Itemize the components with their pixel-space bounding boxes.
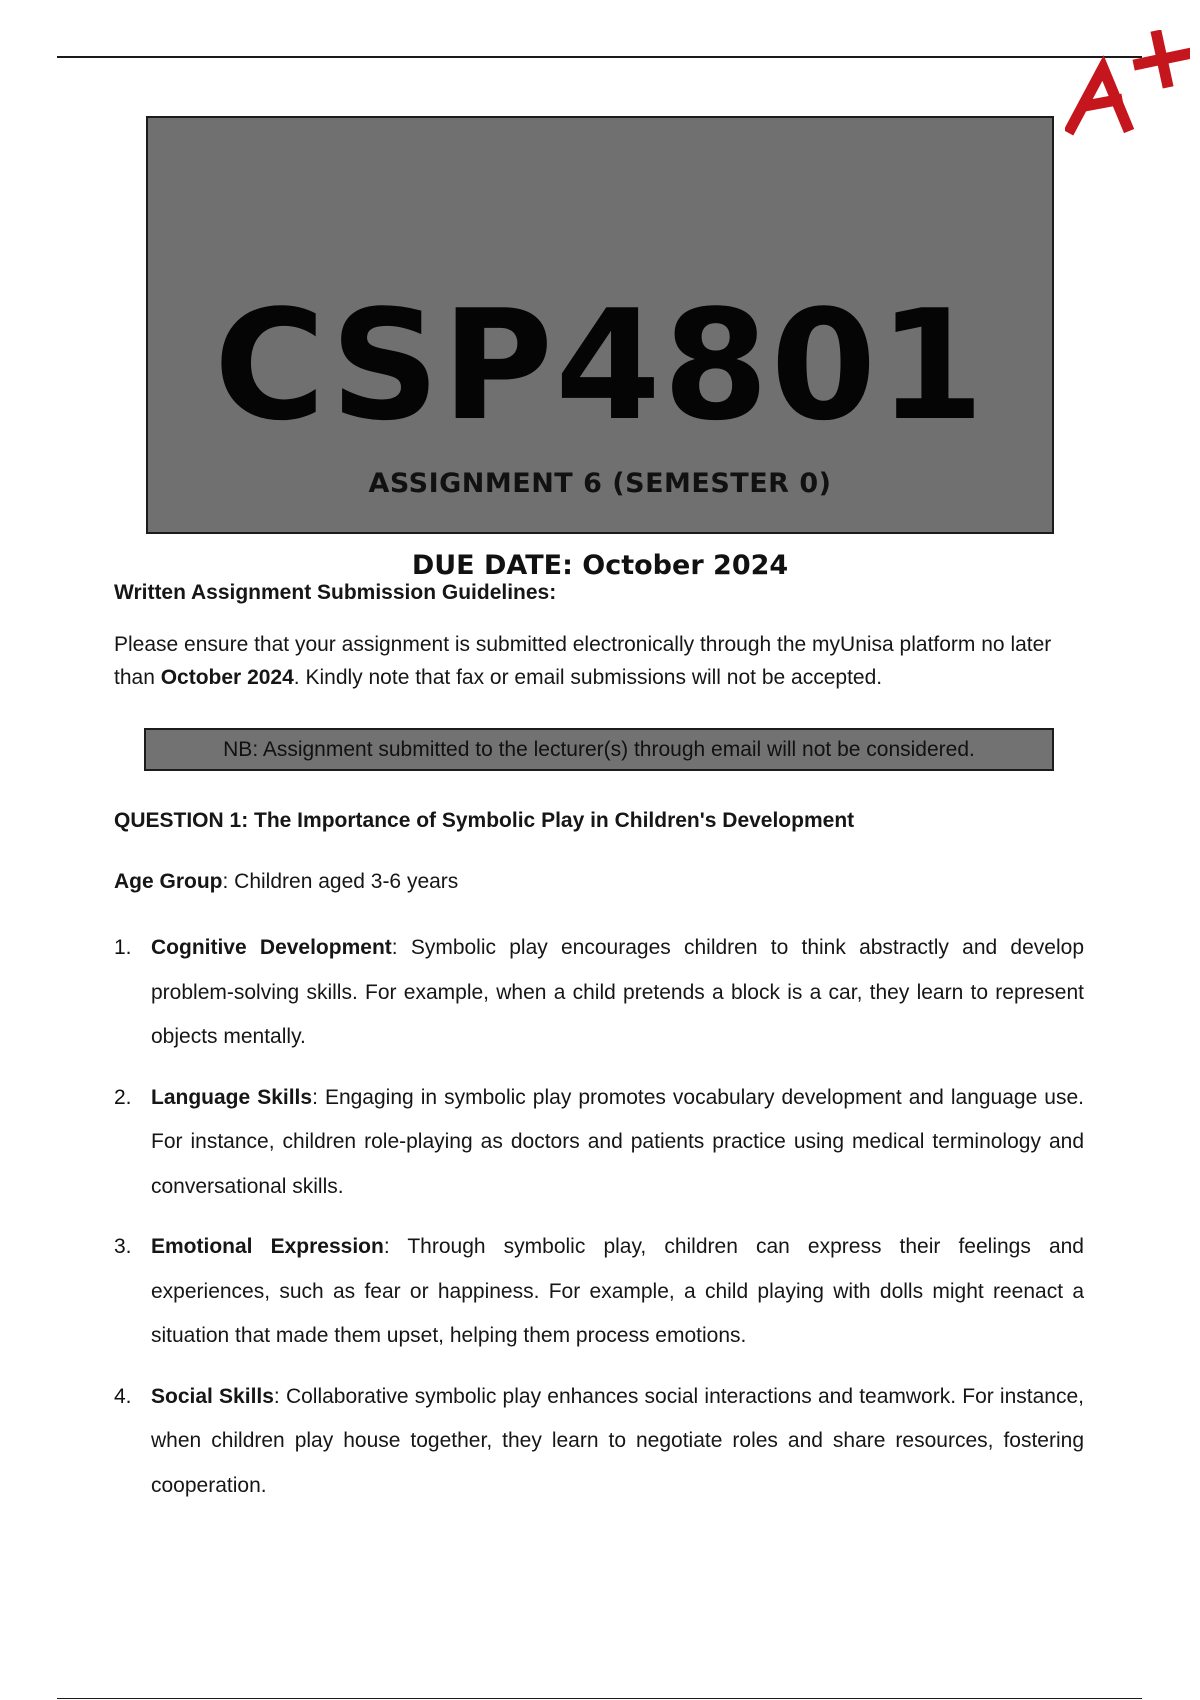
course-code: CSP4801 [213,277,987,454]
grade-stamp-icon [1065,30,1190,140]
email-notice: NB: Assignment submitted to the lecturer(s) through email will not be considered. [144,728,1054,771]
list-item-text [151,1225,1084,1359]
list-item-label: Emotional Expression [151,1235,384,1258]
guidelines-heading: Written Assignment Submission Guidelines: [114,581,557,604]
top-rule [57,56,1142,58]
list-item [114,1076,1084,1210]
cover-banner [146,116,1054,581]
list-item [114,926,1084,1060]
list-item-number: 2. [114,1085,132,1109]
list-item-text [151,1076,1084,1210]
list-item-label: Cognitive Development [151,936,392,959]
assignment-title: ASSIGNMENT 6 (SEMESTER 0) [368,468,832,499]
list-item-number: 1. [114,936,132,959]
guidelines-deadline: October 2024 [160,666,294,689]
list-item-label: Language Skills [151,1085,313,1109]
guidelines-text-1: Please ensure that your assignment is submitted electronically through the myUnisa platform no later than [114,633,1052,689]
age-group-label: Age Group [114,870,223,893]
list-item-text [151,1375,1084,1509]
list-item [114,1375,1084,1509]
list-item-body: : Through symbolic play, children can express their feelings and experiences, such as fear or happiness. For example, a child playing with dolls might reenact a situation that made them upset, helping them process emotions. [151,1235,1084,1347]
question-heading: QUESTION 1: The Importance of Symbolic Play in Children's Development [114,809,855,832]
due-date: DUE DATE: October 2024 [411,550,789,581]
list-item-text [151,926,1084,1060]
guidelines-paragraph [114,628,1084,694]
development-points-list [114,926,1084,1524]
age-group [114,870,1084,894]
age-group-value: : Children aged 3-6 years [222,870,459,893]
bottom-rule [57,1698,1142,1699]
list-item-number: 3. [114,1235,132,1258]
guidelines-text-2: . Kindly note that fax or email submissions will not be accepted. [293,666,883,689]
list-item-number: 4. [114,1384,132,1408]
list-item-body: : Collaborative symbolic play enhances social interactions and teamwork. For instance, when children play house together, they learn to negotiate roles and share resources, fostering cooperation. [151,1384,1084,1497]
list-item-body: : Engaging in symbolic play promotes vocabulary development and language use. For instance, children role-playing as doctors and patients practice using medical terminology and conversational skills. [151,1085,1084,1198]
list-item [114,1225,1084,1359]
list-item-body: : Symbolic play encourages children to think abstractly and develop problem-solving skills. For example, when a child pretends a block is a car, they learn to represent objects mentally. [151,936,1084,1048]
list-item-label: Social Skills [151,1384,274,1408]
